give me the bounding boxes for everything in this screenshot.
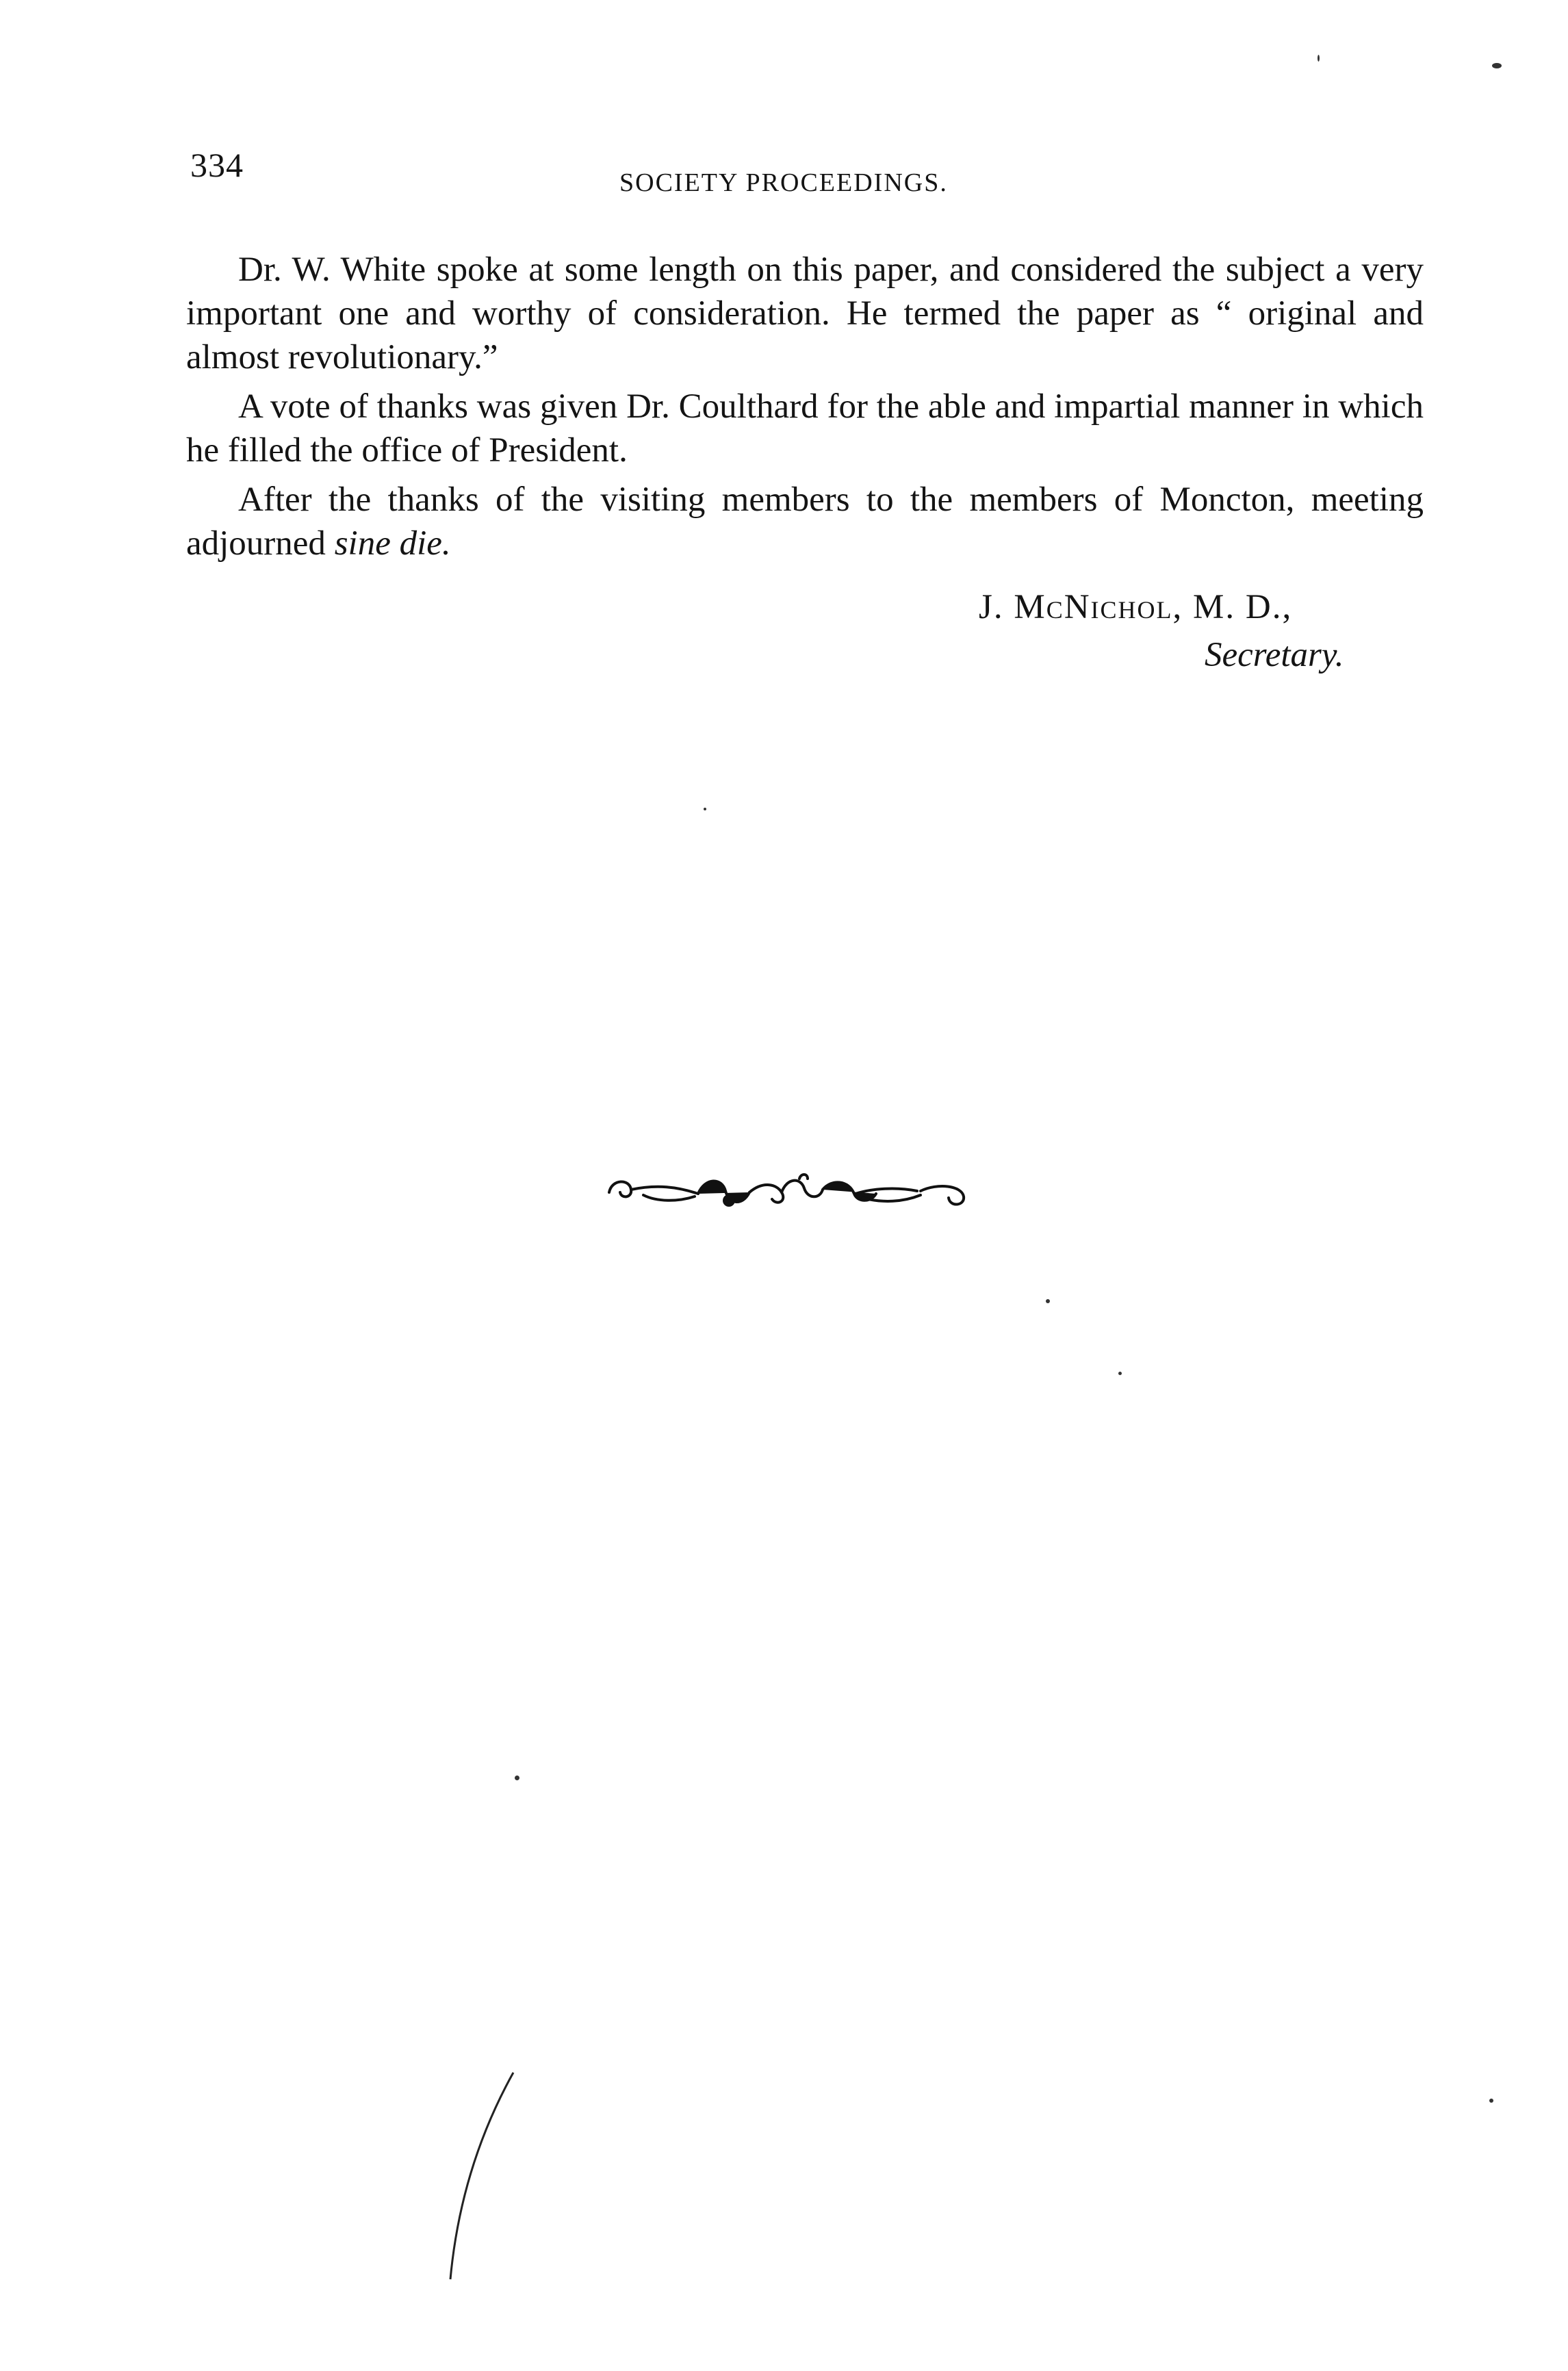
- paragraph-adjourned: [186, 478, 1424, 565]
- paragraph-vote-of-thanks: A vote of thanks was given Dr. Coulthard for the able and impartial manner in which he filled the office of President.: [186, 387, 1424, 470]
- scan-speck: [1489, 2099, 1493, 2103]
- paragraph-white: Dr. W. White spoke at some length on this paper, and considered the subject a very important one and worthy of consideration. He termed the paper as “ original and almost revolutionary.”: [186, 251, 1424, 376]
- body-text: [186, 248, 1424, 571]
- scan-speck: [1118, 1372, 1122, 1375]
- secretary-name: J. McNichol, M. D.,: [979, 588, 1293, 626]
- scan-speck: [1492, 63, 1502, 68]
- scan-speck: [704, 808, 706, 810]
- pen-stroke-mark: [438, 2067, 520, 2286]
- page-number: 334: [190, 146, 244, 184]
- scan-speck: [1046, 1299, 1050, 1303]
- secretary-title: Secretary.: [1205, 636, 1344, 674]
- signature-block: [979, 583, 1344, 679]
- scan-speck: [515, 1776, 519, 1780]
- adjourned-text: After the thanks of the visiting members to the members of Moncton, meeting adjourned: [186, 480, 1424, 563]
- sine-die-text: sine die.: [334, 524, 451, 563]
- running-title: SOCIETY PROCEEDINGS.: [619, 168, 948, 197]
- scroll-ornament-icon: [602, 1164, 972, 1222]
- scan-speck: [1318, 55, 1320, 62]
